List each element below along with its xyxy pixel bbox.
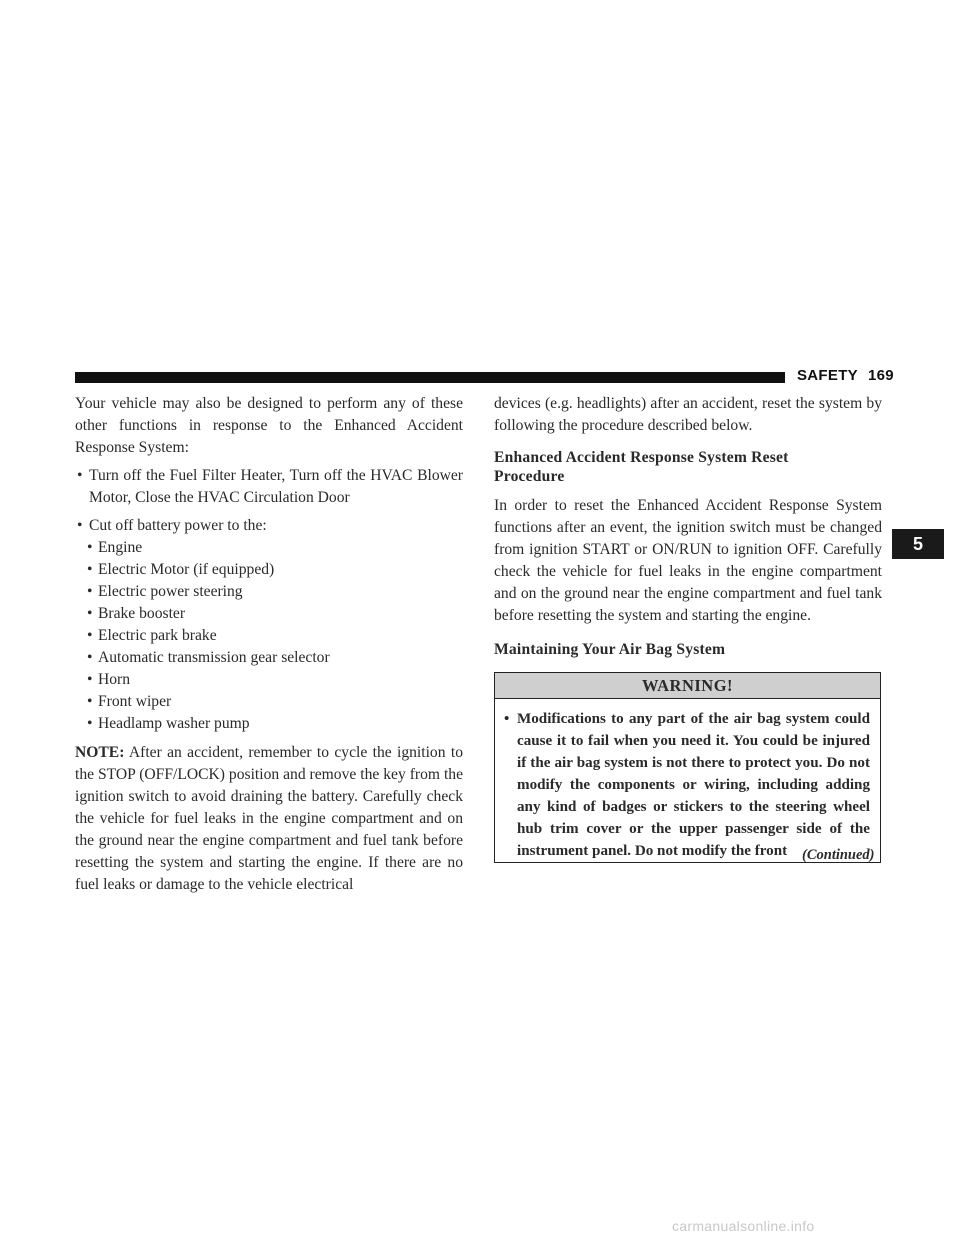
continued-label: (Continued) (802, 847, 875, 863)
chapter-tab: 5 (892, 529, 944, 559)
bullet-item: • Turn off the Fuel Filter Heater, Turn off the HVAC Blower Motor, Close the HVAC Circulation Door (75, 465, 463, 509)
bullet-dot-icon: • (77, 467, 83, 484)
watermark: carmanualsonline.info (672, 1218, 815, 1234)
bullet-item: • Cut off battery power to the: (75, 515, 463, 537)
warning-text: Modifications to any part of the air bag system could cause it to fail when you need it. You could be injured if the air bag system is not there to protect you. Do not modify the components or wiring, including adding any kind of badges or stickers to the steering wheel hub trim cover or the upper passenger side of the instrument panel. Do not modify the front (517, 711, 870, 859)
bullet-dot-icon: • (87, 605, 93, 622)
right-column (494, 393, 882, 863)
sub-bullet-item: • Horn (75, 669, 463, 691)
sub-bullet-item: • Engine (75, 537, 463, 559)
bullet-dot-icon: • (87, 671, 93, 688)
bullet-dot-icon: • (87, 539, 93, 556)
reset-procedure-heading: Enhanced Accident Response System Reset Procedure (494, 449, 789, 485)
bullet-dot-icon: • (87, 583, 93, 600)
warning-box (494, 672, 881, 863)
bullet-dot-icon: • (87, 561, 93, 578)
warning-title: WARNING! (495, 673, 880, 699)
running-header (797, 367, 894, 384)
sub-bullet-item: • Electric Motor (if equipped) (75, 559, 463, 581)
bullet-dot-icon: • (87, 627, 93, 644)
reset-procedure-paragraph: In order to reset the Enhanced Accident Response System functions after an event, the ignition switch must be changed from ignition START or ON/RUN to ignition OFF. Carefully check the vehicle for fuel leaks in the engine compartment and on the ground near the engine compartment and fuel tank before resetting the system and starting the engine. (494, 497, 882, 624)
bullet-dot-icon: • (77, 517, 83, 534)
section-title: SAFETY (797, 367, 858, 384)
warning-body (495, 699, 880, 862)
bullet-dot-icon: • (87, 649, 93, 666)
bullet-dot-icon: • (87, 715, 93, 732)
sub-bullet-item: • Electric power steering (75, 581, 463, 603)
sub-bullet-item: • Headlamp washer pump (75, 713, 463, 735)
bullet-dot-icon: • (87, 693, 93, 710)
air-bag-maintenance-heading: Maintaining Your Air Bag System (494, 641, 726, 658)
continuation-paragraph: devices (e.g. headlights) after an accident, reset the system by following the procedure described below. (494, 395, 882, 434)
sub-bullet-item: • Brake booster (75, 603, 463, 625)
sub-bullet-item: • Automatic transmission gear selector (75, 647, 463, 669)
sub-bullet-item: • Electric park brake (75, 625, 463, 647)
bullet-dot-icon: • (504, 711, 510, 727)
header-rule (75, 372, 785, 383)
left-column (75, 393, 463, 896)
page-number: 169 (867, 367, 894, 384)
note-paragraph (75, 742, 463, 896)
sub-bullet-item: • Front wiper (75, 691, 463, 713)
note-text: After an accident, remember to cycle the ignition to the STOP (OFF/LOCK) position and remove the key from the ignition switch to avoid draining the battery. Carefully check the vehicle for fuel leaks in the engine compartment and on the ground near the engine compartment and fuel tank before resetting the system and starting the engine. If there are no fuel leaks or damage to the vehicle electrical (75, 744, 463, 893)
intro-paragraph: Your vehicle may also be designed to perform any of these other functions in response to the Enhanced Accident Response System: (75, 395, 463, 456)
note-label: NOTE: (75, 744, 125, 761)
